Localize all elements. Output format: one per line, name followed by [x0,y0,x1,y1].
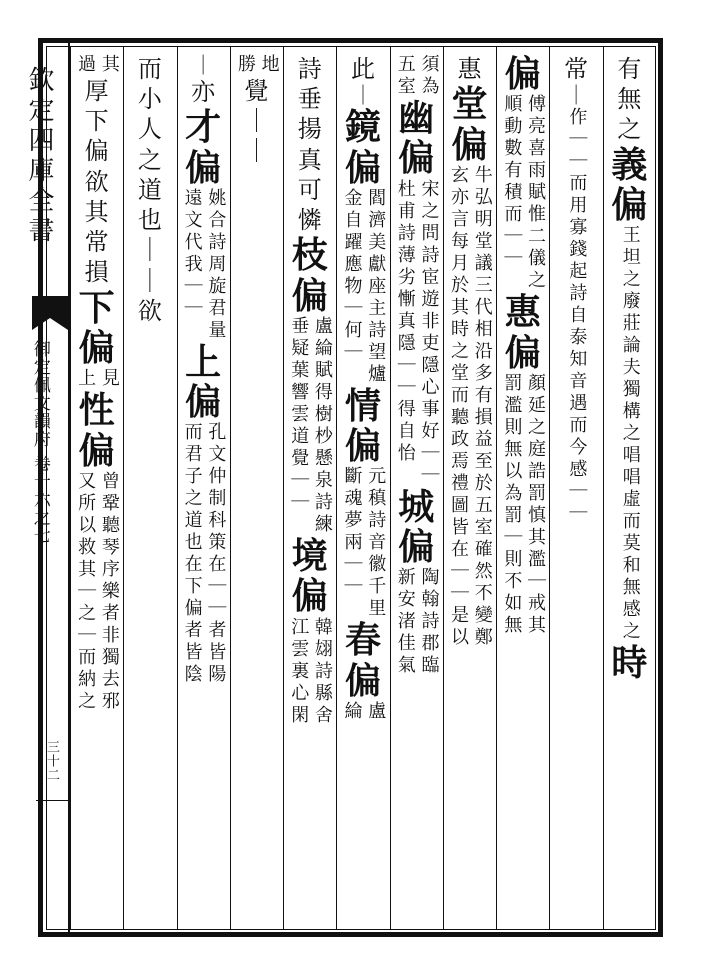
annotation-line: 元稹詩音徽千里 [365,466,387,621]
book-title: 御定佩文韻府 [29,340,50,448]
annotation-note [394,54,438,98]
annotation-line: 韓翃詩縣舍 [311,616,333,727]
annotation-note [394,179,438,487]
annotation-line: 五室 [394,54,416,98]
folio-rule [36,800,68,801]
annotation-line: 其 [98,54,120,76]
annotation-line: 王坦之廢莊論夫獨構之唱唱虛而莫和無感之 [619,225,641,644]
text-column: 詩 垂 揚 真 可 憐 枝 偏 盧綸賦得樹杪懸泉詩練 垂疑葉響雲道覺｜｜ 境 偏 韓翃詩縣舍 江雲裏心閑 [288,55,333,727]
annotation-note [181,422,225,686]
annotation-line: 罰濫則無以為罰｜則不如無 [501,372,523,637]
annotation-line: 閻濟美獻座主詩望爐 [365,187,387,386]
annotation-line: 又所以救其｜之｜而納之 [75,470,97,713]
annotation-line: 遠文代我｜｜ [181,187,203,320]
annotation-line: 孔文仲制科策在｜｜者皆陽 [205,422,227,687]
text-column: 其 過 厚 下 偏 欲 其 常 損 下 偏 見 上 性 偏 曾鞏聽琴序樂者非獨去邪 又所以救其｜之｜而納之 [75,54,120,713]
annotation-line: 新安渚佳氣 [394,567,416,678]
annotation-line: 陶翰詩郡臨 [418,567,440,678]
annotation-line: 地 [258,54,280,76]
text-column: 惠 堂 偏 牛弘明堂議三代相沿多有損益至於五室確然不變鄭 玄亦言每月於其時之堂而聽政焉禮圖皆在｜｜是以 [448,55,493,649]
annotation-note [566,107,587,525]
annotation-line: 盧 [365,701,387,724]
annotation-line: 牛弘明堂議三代相沿多有損益至於五室確然不變鄭 [471,164,493,649]
annotation-line: 顏延之庭誥罰慎其濫｜戒其 [525,372,546,637]
annotation-line: 見 [98,368,120,391]
folio-number: 三十二 [44,740,59,782]
annotation-note [288,617,332,727]
text-column: 此 ｜ 鏡 偏 閻濟美獻座主詩望爐 金自躍應物｜何｜ 情 偏 元稹詩音徽千里 斷魂夢兩｜｜ 春 偏 盧 綸 [341,55,387,724]
annotation-note [234,54,278,76]
text-column: 地 勝 覺 ｜ ｜ [234,54,280,166]
annotation-line: 玄亦言每月於其時之堂而聽政焉禮圖皆在｜｜是以 [448,164,470,649]
annotation-note [619,225,640,643]
annotation-line: 宋之問詩宦遊非吏隱心事好｜｜ [418,178,440,487]
text-column: 須為 五室 幽 偏 宋之問詩宦遊非吏隱心事好｜｜ 杜甫詩薄劣慚真隱｜｜得自怡 城 偏 陶翰詩郡臨 新安渚佳氣 [394,54,440,678]
annotation-note [74,54,118,76]
annotation-line: 作｜｜而用寡錢起詩自泰知音遇而今感｜｜ [566,107,588,526]
fish-tail-mark-icon [30,292,70,334]
annotation-note [447,165,491,649]
text-column: 常 ｜ 作｜｜而用寡錢起詩自泰知音遇而今感｜｜ [564,55,589,526]
annotation-line: 過 [75,54,97,76]
annotation-line: 姚合詩周旋君量 [205,187,227,342]
annotation-line: 金自躍應物｜何｜ [341,187,363,364]
annotation-note [341,701,385,723]
text-column: 而 小 人 之 道 也 ｜ ｜ 欲 [137,55,162,325]
annotation-note [501,373,545,637]
annotation-line: 上 [75,368,97,391]
annotation-line: 傅亮喜雨賦惟二儀之 [525,94,546,293]
volume-number: 卷十六之七 [29,454,50,545]
annotation-line: 勝 [234,54,256,76]
annotation-note [394,567,438,677]
annotation-note [181,188,225,342]
series-title: 欽定四庫全書 [24,66,54,246]
annotation-line: 綸 [341,701,363,724]
text-column: 偏 傅亮喜雨賦惟二儀之 順動數有積而｜｜ 惠 偏 顏延之庭誥罰慎其濫｜戒其 罰濫則無以為罰｜則不如無 [501,53,546,637]
annotation-note [74,368,118,390]
text-column: 有 無 之 義 偏 王坦之廢莊論夫獨構之唱唱虛而莫和無感之 時 [611,55,648,685]
annotation-line: 垂疑葉響雲道覺｜｜ [288,316,310,515]
text-column: ｜ 亦 才 偏 姚合詩周旋君量 遠文代我｜｜ 上 偏 孔文仲制科策在｜｜者皆陽 而君子之道也在下偏者皆陰 [181,53,227,687]
annotation-line: 盧綸賦得樹杪懸泉詩練 [311,316,333,537]
annotation-note [341,188,385,386]
annotation-line: 曾鞏聽琴序樂者非獨去邪 [98,470,120,713]
annotation-note [74,471,118,713]
annotation-note [501,94,545,292]
book-name [30,340,48,544]
annotation-line: 江雲裏心閑 [288,616,310,727]
annotation-note [288,316,332,536]
annotation-note [341,466,385,620]
annotation-line: 順動數有積而｜｜ [501,94,523,271]
annotation-line: 須為 [418,54,440,98]
annotation-line: 而君子之道也在下偏者皆陰 [181,422,203,687]
annotation-line: 斷魂夢兩｜｜ [341,466,363,599]
annotation-line: 杜甫詩薄劣慚真隱｜｜得自怡 [394,178,416,465]
